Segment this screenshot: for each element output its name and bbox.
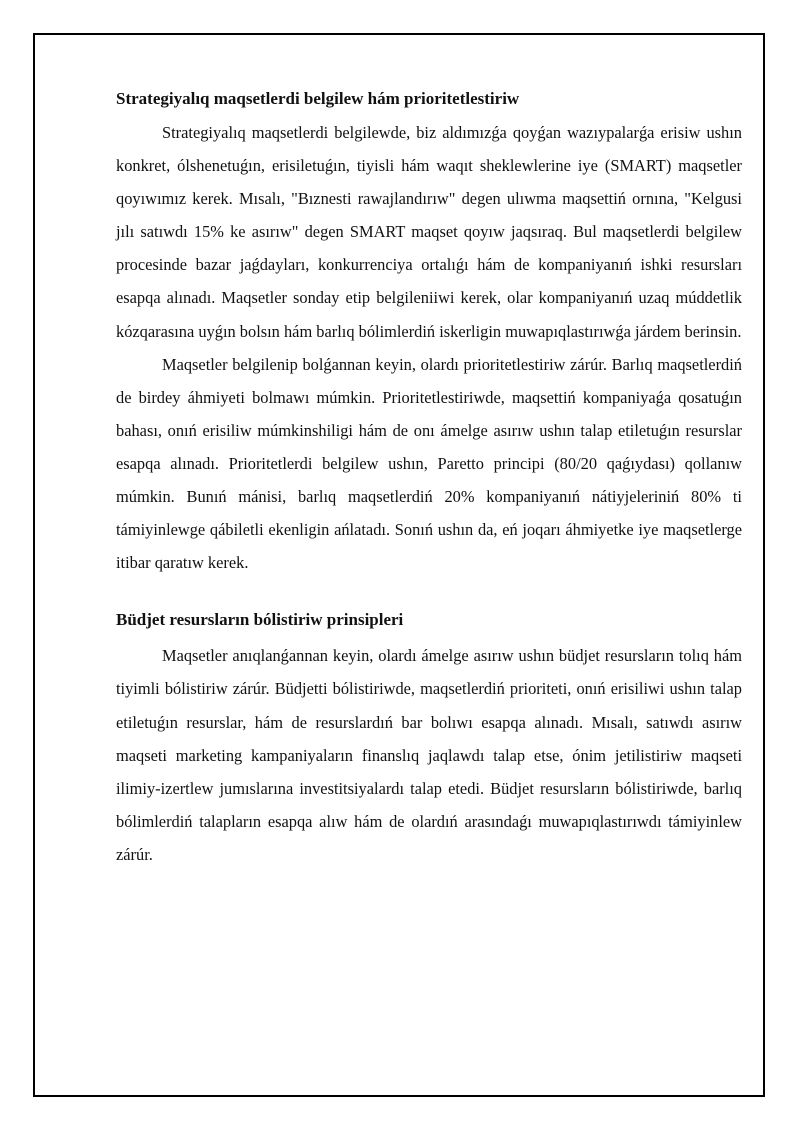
paragraph-budget-allocation: Maqsetler anıqlanǵannan keyin, olardı ámelge asırıw ushın büdjet resursların tolıq hám tiyimli bólistiriw zárúr. Büdjetti bólistiriwde, maqsetlerdiń prioriteti, onıń erisiliwi ushın talap etiletuǵın resurslar, hám de resurslardıń bar bolıwı esapqa alınadı. Mısalı, satıwdı asırıw maqseti marketing kampaniyaların finanslıq jaqlawdı talap etse, ónim jetilistiriw maqseti ilimiy-izertlew jumıslarına investitsiyalardı talap etedi. Büdjet resursların bólistiriwde, barlıq bólimlerdiń talapların esapqa alıw hám de olardıń arasındaǵı muwapıqlastırıwdı támiyinlew zárúr. — [116, 646, 742, 864]
section-heading-strategic-goals: Strategiyalıq maqsetlerdi belgilew hám prioritetlestiriw — [116, 89, 520, 108]
paragraph-smart-goals: Strategiyalıq maqsetlerdi belgilewde, biz aldımızǵa qoyǵan wazıypalarǵa erisiw ushın konkret, ólshenetuǵın, erisiletuǵın, tiyisli hám waqıt sheklewlerine iye (SMART) maqsetler qoyıwımız kerek. Mısalı, "Bıznesti rawajlandırıw" degen ulıwma maqsettiń ornına, "Kelgusi jılı satıwdı 15% ke asırıw" degen SMART maqset qoyıw jaqsıraq. Bul maqsetlerdi belgilew procesinde bazar jaǵdayları, konkurrenciya ortalıǵı hám de kompaniyanıń ishki resursları esapqa alınadı. Maqsetler sonday etip belgileniiwi kerek, olar kompaniyanıń uzaq múddetlik kózqarasına uyǵın bolsın hám barlıq bólimlerdiń iskerligin muwapıqlastırıwǵa járdem berinsin. — [116, 123, 742, 341]
section-heading-budget-allocation: Büdjet resursların bólistiriw prinsipleri — [116, 610, 404, 630]
document-body — [116, 86, 742, 871]
paragraph-prioritization: Maqsetler belgilenip bolǵannan keyin, olardı prioritetlestiriw zárúr. Barlıq maqsetlerdiń de birdey áhmiyeti bolmawı múmkin. Prioritetlestiriwde, maqsettiń kompaniyaǵa qosatuǵın bahası, onıń erisiliw múmkinshiligi hám de onı ámelge asırıw ushın talap etiletuǵın resurslar esapqa alınadı. Prioritetlerdi belgilew ushın, Paretto principi (80/20 qaǵıydası) qollanıw múmkin. Bunıń mánisi, barlıq maqsetlerdiń 20% kompaniyanıń nátiyjeleriniń 80% ti támiyinlewge qábiletli ekenligin ańlatadı. Sonıń ushın da, eń joqarı áhmiyetke iye maqsetlerge itibar qaratıw kerek. — [116, 354, 742, 573]
